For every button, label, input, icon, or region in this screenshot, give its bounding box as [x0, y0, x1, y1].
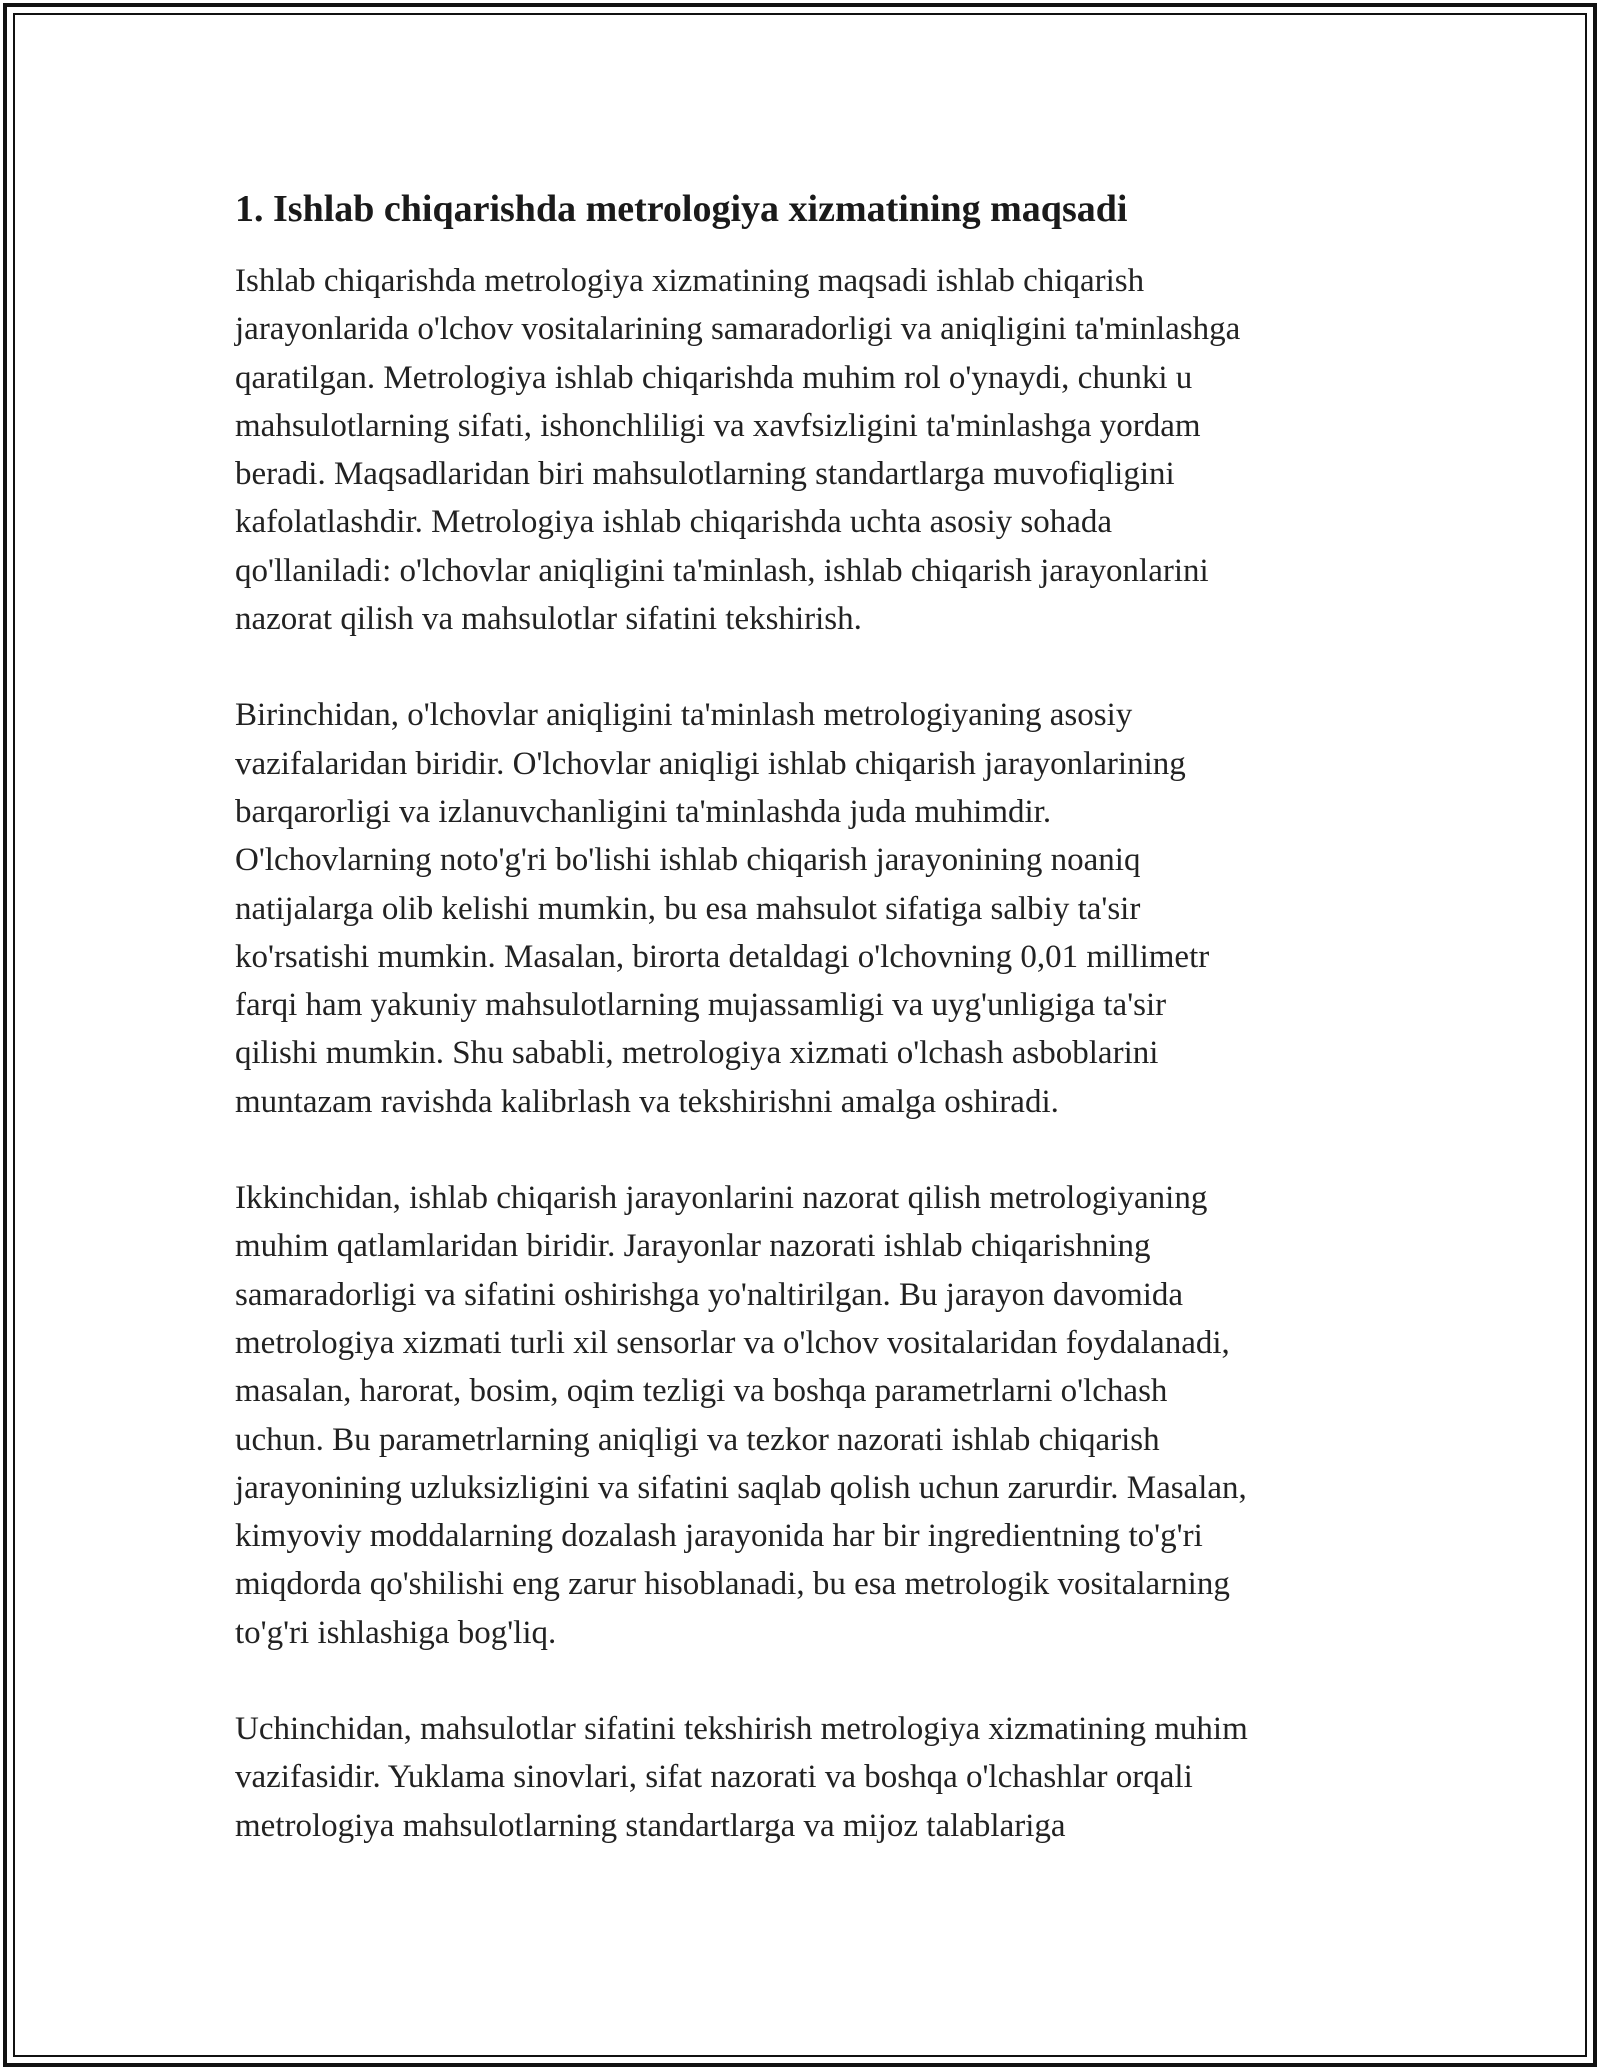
text-line: Ishlab chiqarishda metrologiya xizmatining maqsadi ishlab chiqarish [235, 263, 1145, 299]
text-line: mahsulotlarning sifati, ishonchliligi va xavfsizligini ta'minlashga yordam [235, 407, 1201, 444]
text-line: jarayonlarida o'lchov vositalarining samaradorligi va aniqligini ta'minlashga [235, 311, 1241, 348]
paragraph-intro [235, 257, 1385, 643]
text-line: barqarorligi va izlanuvchanligini ta'minlashda juda muhimdir. [235, 793, 1052, 830]
text-line: metrologiya mahsulotlarning standartlarga va mijoz talablariga [235, 1807, 1066, 1844]
text-line: ko'rsatishi mumkin. Masalan, birorta detaldagi o'lchovning 0,01 millimetr [235, 938, 1210, 975]
paragraph-third [235, 1705, 1385, 1850]
text-line: qaratilgan. Metrologiya ishlab chiqarishda muhim rol o'ynaydi, chunki u [235, 359, 1193, 396]
text-line: Ikkinchidan, ishlab chiqarish jarayonlarini nazorat qilish metrologiyaning [235, 1180, 1208, 1217]
section-heading: 1. Ishlab chiqarishda metrologiya xizmatining maqsadi [235, 188, 1128, 230]
text-line: to'g'ri ishlashiga bog'liq. [235, 1614, 557, 1651]
text-line: muhim qatlamlaridan biridir. Jarayonlar nazorati ishlab chiqarishning [235, 1228, 1151, 1265]
text-line: uchun. Bu parametrlarning aniqligi va tezkor nazorati ishlab chiqarish [235, 1421, 1160, 1458]
text-line: vazifasidir. Yuklama sinovlari, sifat nazorati va boshqa o'lchashlar orqali [235, 1759, 1193, 1796]
text-line: samaradorligi va sifatini oshirishga yo'naltirilgan. Bu jarayon davomida [235, 1276, 1184, 1313]
text-line: masalan, harorat, bosim, oqim tezligi va boshqa parametrlarni o'lchash [235, 1373, 1168, 1410]
text-line: nazorat qilish va mahsulotlar sifatini tekshirish. [235, 601, 862, 638]
text-line: metrologiya xizmati turli xil sensorlar va o'lchov vositalaridan foydalanadi, [235, 1324, 1230, 1361]
paragraph-second [235, 1174, 1385, 1657]
paragraph-first [235, 691, 1385, 1126]
text-line: muntazam ravishda kalibrlash va tekshirishni amalga oshiradi. [235, 1083, 1059, 1120]
text-line: farqi ham yakuniy mahsulotlarning mujassamligi va uyg'unligiga ta'sir [235, 987, 1167, 1024]
text-line: beradi. Maqsadlaridan biri mahsulotlarning standartlarga muvofiqligini [235, 456, 1175, 493]
text-line: vazifalaridan biridir. O'lchovlar aniqligi ishlab chiqarish jarayonlarining [235, 745, 1186, 782]
text-line: miqdorda qo'shilishi eng zarur hisoblanadi, bu esa metrologik vositalarning [235, 1566, 1230, 1603]
text-line: Birinchidan, o'lchovlar aniqligini ta'minlash metrologiyaning asosiy [235, 697, 1133, 734]
text-line: O'lchovlarning noto'g'ri bo'lishi ishlab chiqarish jarayonining noaniq [235, 842, 1141, 879]
text-line: jarayonining uzluksizligini va sifatini saqlab qolish uchun zarurdir. Masalan, [235, 1469, 1247, 1506]
text-line: qilishi mumkin. Shu sababli, metrologiya xizmati o'lchash asboblarini [235, 1035, 1159, 1072]
text-line: Uchinchidan, mahsulotlar sifatini tekshirish metrologiya xizmatining muhim [235, 1711, 1248, 1748]
text-line: natijalarga olib kelishi mumkin, bu esa mahsulot sifatiga salbiy ta'sir [235, 890, 1141, 927]
text-line: qo'llaniladi: o'lchovlar aniqligini ta'minlash, ishlab chiqarish jarayonlarini [235, 552, 1209, 589]
document-body [235, 185, 1385, 1898]
text-line: kafolatlashdir. Metrologiya ishlab chiqarishda uchta asosiy sohada [235, 504, 1113, 541]
text-line: kimyoviy moddalarning dozalash jarayonida har bir ingredientning to'g'ri [235, 1518, 1203, 1555]
